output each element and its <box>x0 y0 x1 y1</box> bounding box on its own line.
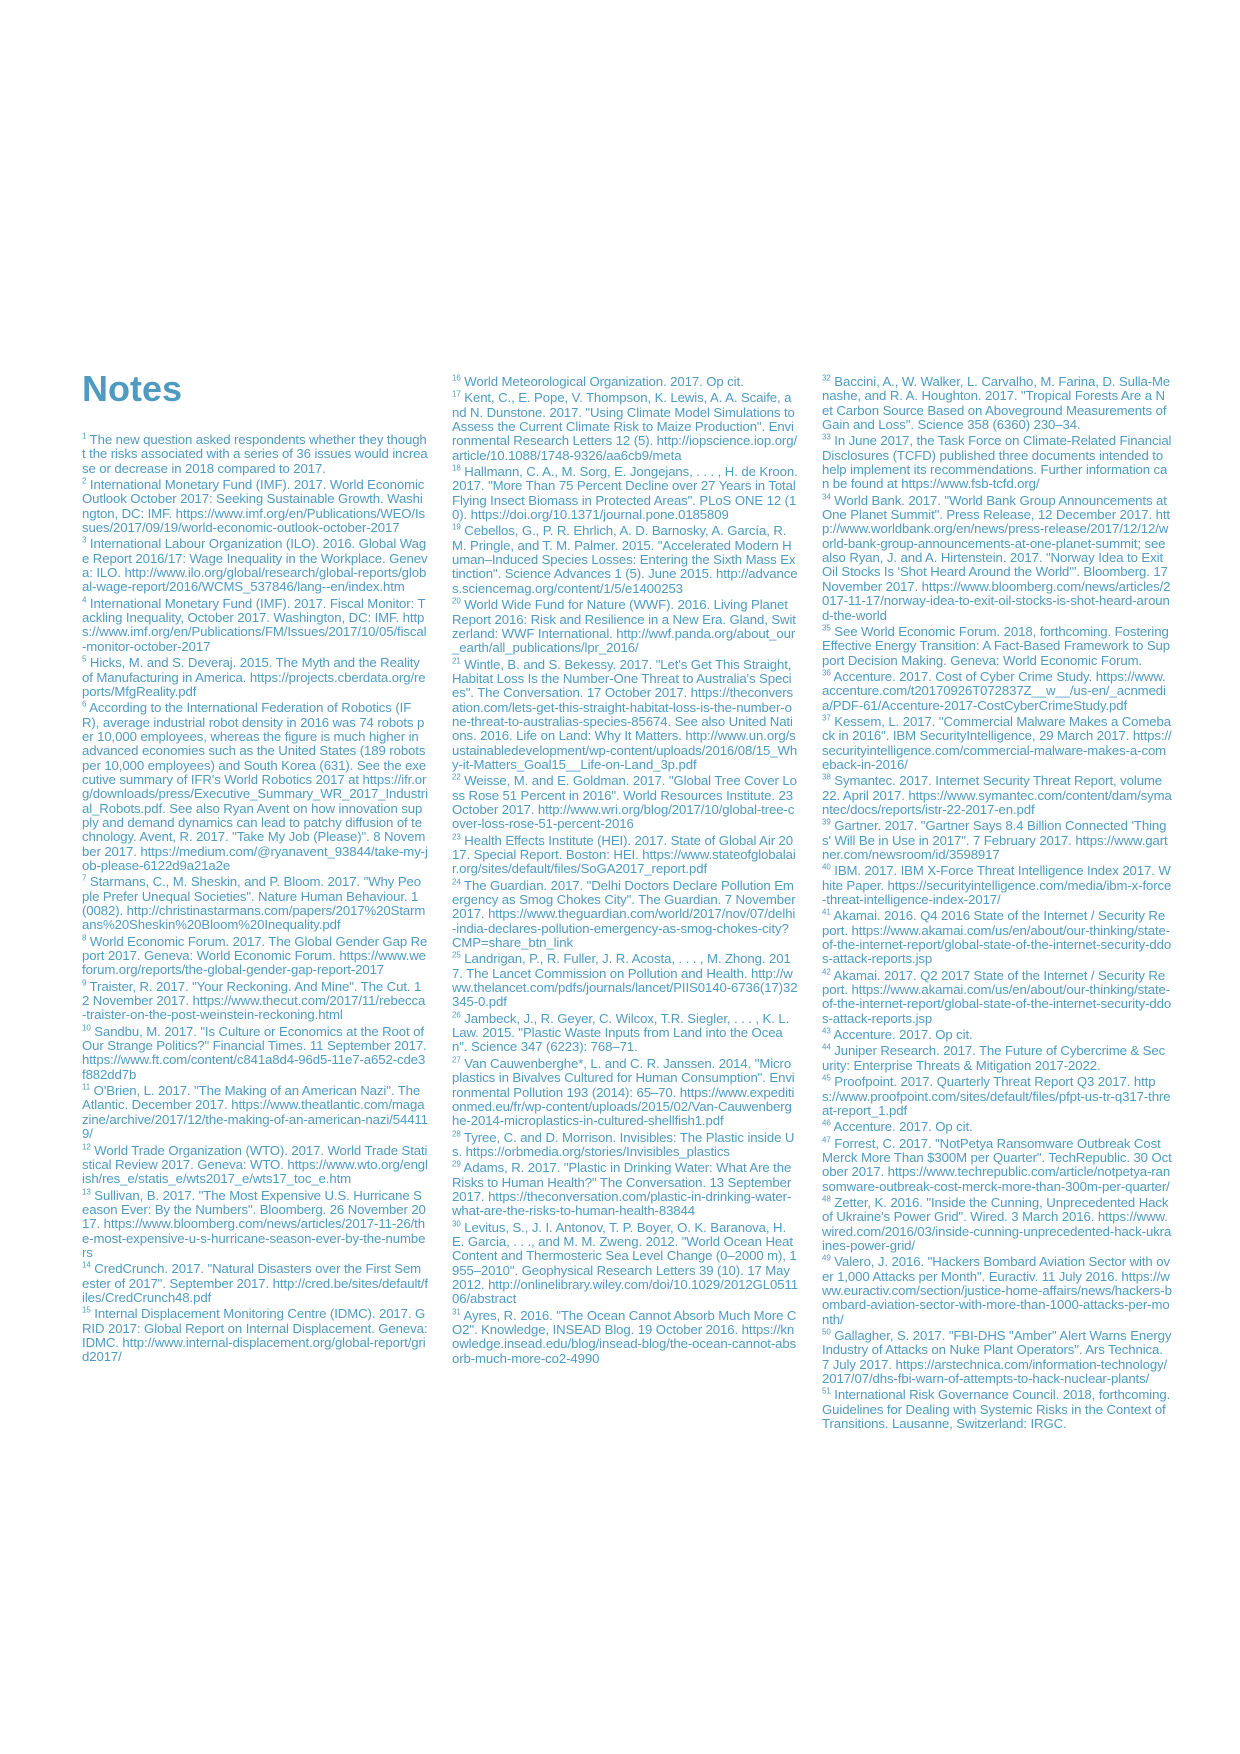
footnote-8 <box>82 935 428 978</box>
footnote-27 <box>452 1057 798 1129</box>
footnote-text: Health Effects Institute (HEI). 2017. State of Global Air 2017. Special Report. Boston: HEI. https://www.stateofglobalair.org/sites/default/files/SoGA2017_report.pdf <box>452 832 796 877</box>
footnote-text: Symantec. 2017. Internet Security Threat Report, volume 22. April 2017. https://www.symantec.com/content/dam/symantec/docs/reports/istr-22-2017-en.pdf <box>822 773 1172 817</box>
footnote-42 <box>822 969 1172 1026</box>
footnote-text: World Economic Forum. 2017. The Global Gender Gap Report 2017. Geneva: World Economic Forum. https://www.weforum.org/reports/the-global-gender-gap-report-2017 <box>82 933 428 978</box>
footnote-45 <box>822 1075 1172 1118</box>
footnote-46 <box>822 1120 1172 1134</box>
footnote-text: Akamai. 2017. Q2 2017 State of the Internet / Security Report. https://www.akamai.com/us/en/about/our-thinking/state-of-the-internet-report/global-state-of-the-internet-security-ddos-attack-reports.jsp <box>822 967 1172 1026</box>
footnote-text: The new question asked respondents whether they thought the risks associated with a series of 36 issues would increase or decrease in 2018 compared to 2017. <box>82 432 428 476</box>
footnote-4 <box>82 597 428 654</box>
footnote-text: Zetter, K. 2016. "Inside the Cunning, Unprecedented Hack of Ukraine's Power Grid". Wired. 3 March 2016. https://www.wired.com/2016/03/inside-cunning-unprecedented-hack-ukraines-power-grid/ <box>822 1194 1172 1253</box>
footnote-text: Jambeck, J., R. Geyer, C. Wilcox, T.R. Siegler, . . . , K. L. Law. 2015. "Plastic Waste Inputs from Land into the Ocean". Science 347 (6223): 768–71. <box>452 1010 790 1055</box>
footnote-text: Accenture. 2017. Op cit. <box>830 1027 973 1043</box>
footnote-number: 43 <box>822 1026 831 1036</box>
footnote-40 <box>822 864 1172 907</box>
footnote-32 <box>822 375 1172 432</box>
footnote-text: International Monetary Fund (IMF). 2017. Fiscal Monitor: Tackling Inequality, October 2017. Washington, DC: IMF. https://www.imf.org/en/Publications/FM/Issues/2017/10/05/fiscal-monitor-october-2017 <box>82 595 427 654</box>
footnote-number: 45 <box>822 1073 831 1083</box>
footnote-50 <box>822 1329 1172 1386</box>
footnote-number: 26 <box>452 1010 461 1020</box>
footnote-number: 51 <box>822 1386 831 1396</box>
footnote-39 <box>822 819 1172 862</box>
footnote-35 <box>822 625 1172 668</box>
footnote-text: Gartner. 2017. "Gartner Says 8.4 Billion Connected 'Things' Will Be in Use in 2017". 7 February 2017. https://www.gartner.com/newsroom/id/3598917 <box>822 818 1168 862</box>
footnote-number: 31 <box>452 1307 461 1317</box>
footnote-number: 33 <box>822 432 831 442</box>
footnote-number: 10 <box>82 1023 91 1033</box>
footnote-6 <box>82 701 428 873</box>
footnote-7 <box>82 875 428 932</box>
footnote-text: Sullivan, B. 2017. "The Most Expensive U.S. Hurricane Season Ever: By the Numbers". Bloomberg. 26 November 2017. https://www.bloomberg.com/news/articles/2017-11-26/the-most-expensive-u-s-hurricane-season-ever-by-the-numbers <box>82 1187 426 1260</box>
footnote-number: 7 <box>82 873 87 883</box>
footnote-text: CredCrunch. 2017. "Natural Disasters over the First Semester of 2017". September 2017. http://cred.be/sites/default/files/CredCrunch48.pdf <box>82 1261 428 1305</box>
footnote-34 <box>822 494 1172 623</box>
footnote-30 <box>452 1221 798 1307</box>
footnote-number: 40 <box>822 862 831 872</box>
footnote-text: International Monetary Fund (IMF). 2017. World Economic Outlook October 2017: Seeking Sustainable Growth. Washington, DC: IMF. https://www.imf.org/en/Publications/WEO/Issues/2017/09/19/world-economic-outlook-october-2017 <box>82 477 426 536</box>
footnote-19 <box>452 524 798 596</box>
footnote-text: World Wide Fund for Nature (WWF). 2016. Living Planet Report 2016: Risk and Resilience in a New Era. Gland, Switzerland: WWF International. http://wwf.panda.org/about_our_earth/all_publications/lpr_2016/ <box>452 597 796 656</box>
notes-column-3 <box>822 375 1172 1433</box>
footnote-number: 17 <box>452 389 461 399</box>
footnote-text: World Trade Organization (WTO). 2017. World Trade Statistical Review 2017. Geneva: WTO. https://www.wto.org/english/res_e/statis_e/wts2017_e/wts17_toc_e.htm <box>82 1142 428 1187</box>
footnote-text: Weisse, M. and E. Goldman. 2017. "Global Tree Cover Loss Rose 51 Percent in 2016". World Resources Institute. 23 October 2017. http://www.wri.org/blog/2017/10/global-tree-cover-loss-rose-51-percent-2016 <box>452 773 797 832</box>
footnote-number: 27 <box>452 1055 461 1065</box>
footnote-15 <box>82 1307 428 1364</box>
footnote-text: Hallmann, C. A., M. Sorg, E. Jongejans, . . . , H. de Kroon. 2017. "More Than 75 Percent Decline over 27 Years in Total Flying Insect Biomass in Protected Areas". PLoS ONE 12 (10). https://doi.org/10.1371/journal.pone.0185809 <box>452 464 798 523</box>
footnote-text: Hicks, M. and S. Deveraj. 2015. The Myth and the Reality of Manufacturing in America. https://projects.cberdata.org/reports/MfgReality.pdf <box>82 655 426 699</box>
footnote-number: 21 <box>452 656 461 666</box>
footnote-text: Ayres, R. 2016. "The Ocean Cannot Absorb Much More CO2". Knowledge, INSEAD Blog. 19 October 2016. https://knowledge.insead.edu/blog/insead-blog/the-ocean-cannot-absorb-much-more-co2-4990 <box>452 1307 797 1366</box>
footnote-text: Kessem, L. 2017. "Commercial Malware Makes a Comeback in 2016". IBM SecurityIntelligence, 29 March 2017. https://securityintelligence.com/commercial-malware-makes-a-comeback-in-2016/ <box>822 713 1172 772</box>
footnote-number: 48 <box>822 1194 831 1204</box>
footnote-number: 4 <box>82 595 87 605</box>
footnote-number: 41 <box>822 907 831 917</box>
footnote-text: In June 2017, the Task Force on Climate-Related Financial Disclosures (TCFD) published three documents intended to help implement its recommendations. Further information can be found at https://www.fsb-tcfd.org/ <box>822 433 1172 492</box>
footnote-text: Forrest, C. 2017. "NotPetya Ransomware Outbreak Cost Merck More Than $300M per Quarter". TechRepublic. 30 October 2017. https://www.techrepublic.com/article/notpetya-ransomware-outbreak-cost-merck-more-than-300m-per-quarter/ <box>822 1135 1172 1194</box>
footnote-text: Adams, R. 2017. "Plastic in Drinking Water: What Are the Risks to Human Health?" The Conversation. 13 September 2017. https://theconversation.com/plastic-in-drinking-water-what-are-the-risks-to-human-health-83844 <box>452 1160 792 1219</box>
footnote-51 <box>822 1388 1172 1431</box>
footnote-20 <box>452 598 798 655</box>
footnote-text: Starmans, C., M. Sheskin, and P. Bloom. 2017. "Why People Prefer Unequal Societies". Nature Human Behaviour. 1 (0082). http://christinastarmans.com/papers/2017%20Starmans%20Sheskin%20Bloom%20Inequality.pdf <box>82 874 426 933</box>
footnote-number: 36 <box>822 668 831 678</box>
footnote-number: 8 <box>82 933 87 943</box>
footnote-number: 35 <box>822 623 831 633</box>
footnote-number: 11 <box>82 1082 91 1092</box>
footnote-12 <box>82 1144 428 1187</box>
footnote-18 <box>452 465 798 522</box>
footnote-number: 37 <box>822 713 831 723</box>
footnote-text: Juniper Research. 2017. The Future of Cybercrime & Security: Enterprise Threats & Mitigation 2017-2022. <box>822 1043 1166 1073</box>
notes-column-1 <box>82 433 428 1367</box>
footnote-text: World Meteorological Organization. 2017. Op cit. <box>460 374 744 389</box>
footnote-number: 16 <box>452 373 461 383</box>
footnote-41 <box>822 909 1172 966</box>
footnote-text: Accenture. 2017. Cost of Cyber Crime Study. https://www.accenture.com/t20170926T072837Z__w__/us-en/_acnmedia/PDF-61/Accenture-2017-CostCyberCrimeStudy.pdf <box>822 668 1166 713</box>
footnote-11 <box>82 1084 428 1141</box>
footnote-text: O'Brien, L. 2017. "The Making of an American Nazi". The Atlantic. December 2017. https://www.theatlantic.com/magazine/archive/2017/12/the-making-of-an-american-nazi/544119/ <box>82 1083 428 1142</box>
footnote-number: 42 <box>822 967 831 977</box>
footnote-text: Cebellos, G., P. R. Ehrlich, A. D. Barnosky, A. García, R. M. Pringle, and T. M. Palmer. 2015. "Accelerated Modern Human–Induced Species Losses: Entering the Sixth Mass Extinction". Science Advances 1 (5). June 2015. http://advances.sciencemag.org/content/1/5/e1400253 <box>452 523 798 596</box>
footnote-22 <box>452 774 798 831</box>
footnote-16 <box>452 375 798 389</box>
footnote-5 <box>82 656 428 699</box>
footnote-number: 50 <box>822 1327 831 1337</box>
footnote-number: 24 <box>452 877 461 887</box>
footnote-text: Levitus, S., J. I. Antonov, T. P. Boyer, O. K. Baranova, H. E. Garcia, . . ., and M. M. Zweng. 2012. "World Ocean Heat Content and Thermosteric Sea Level Change (0–2000 m), 1955–2010". Geophysical Research Letters 39 (10). 17 May 2012. http://onlinelibrary.wiley.com/doi/10.1029/2012GL051106/abstract <box>452 1219 798 1307</box>
footnote-number: 6 <box>82 699 87 709</box>
footnote-text: Wintle, B. and S. Bekessy. 2017. "Let's Get This Straight, Habitat Loss Is the Number-One Threat to Australia's Species". The Conversation. 17 October 2017. https://theconversation.com/lets-get-this-straight-habitat-loss-is-the-number-one-threat-to-australias-species-85674. See also United Nations. 2016. Life on Land: Why It Matters. http://www.un.org/sustainabledevelopment/wp-content/uploads/2016/08/15_Why-it-Matters_Goal15__Life-on-Land_3p.pdf <box>452 656 798 772</box>
footnote-text: International Labour Organization (ILO). 2016. Global Wage Report 2016/17: Wage Inequality in the Workplace. Geneva: ILO. http://www.ilo.org/global/research/global-reports/global-wage-report/2016/WCMS_537846/lang--en/index.htm <box>82 536 428 595</box>
footnote-38 <box>822 774 1172 817</box>
footnote-number: 47 <box>822 1135 831 1145</box>
footnote-number: 15 <box>82 1305 91 1315</box>
footnote-text: Traister, R. 2017. "Your Reckoning. And Mine". The Cut. 12 November 2017. https://www.thecut.com/2017/11/rebecca-traister-on-the-post-weinstein-reckoning.html <box>82 978 426 1023</box>
footnote-number: 32 <box>822 373 831 383</box>
footnote-36 <box>822 670 1172 713</box>
footnote-number: 44 <box>822 1043 831 1053</box>
footnote-number: 14 <box>82 1260 91 1270</box>
footnote-text: Kent, C., E. Pope, V. Thompson, K. Lewis, A. A. Scaife, and N. Dunstone. 2017. "Using Climate Model Simulations to Assess the Current Climate Risk to Maize Production". Environmental Research Letters 12 (5). http://iopscience.iop.org/article/10.1088/1748-9326/aa6cb9/meta <box>452 390 798 463</box>
footnote-text: Accenture. 2017. Op cit. <box>830 1119 973 1135</box>
footnote-10 <box>82 1025 428 1082</box>
footnote-number: 49 <box>822 1253 831 1263</box>
footnote-14 <box>82 1262 428 1305</box>
page-title: Notes <box>82 368 183 409</box>
footnote-number: 38 <box>822 772 831 782</box>
footnote-text: Akamai. 2016. Q4 2016 State of the Internet / Security Report. https://www.akamai.com/us/en/about/our-thinking/state-of-the-internet-report/global-state-of-the-internet-security-ddos-attack-reports.jsp <box>822 908 1172 967</box>
footnote-17 <box>452 391 798 463</box>
footnote-number: 39 <box>822 817 831 827</box>
footnote-number: 28 <box>452 1129 461 1139</box>
footnote-number: 13 <box>82 1187 91 1197</box>
footnote-text: Van Cauwenberghe*, L. and C. R. Janssen. 2014. "Microplastics in Bivalves Cultured for Human Consumption". Environmental Pollution 193 (2014): 65–70. https://www.expeditionmed.eu/fr/wp-content/uploads/2015/02/Van-Cauwenberghe-2014-microplastics-in-cultured-shellfish1.pdf <box>452 1055 795 1129</box>
footnote-text: Gallagher, S. 2017. "FBI-DHS "Amber" Alert Warns Energy Industry of Attacks on Nuke Plant Operators". Ars Technica. 7 July 2017. https://arstechnica.com/information-technology/2017/07/dhs-fbi-warn-of-attempts-to-hack-nuclear-plants/ <box>822 1328 1172 1387</box>
footnote-1 <box>82 433 428 476</box>
footnote-number: 1 <box>82 431 87 441</box>
footnote-21 <box>452 658 798 773</box>
footnote-number: 19 <box>452 523 461 533</box>
footnote-29 <box>452 1161 798 1218</box>
footnote-number: 25 <box>452 951 461 961</box>
footnote-number: 9 <box>82 978 87 988</box>
footnote-text: Valero, J. 2016. "Hackers Bombard Aviation Sector with over 1,000 Attacks per Month". Euractiv. 11 July 2016. https://www.euractiv.com/section/justice-home-affairs/news/hackers-bombard-aviation-sector-with-more-than-1000-attacks-per-month/ <box>822 1254 1172 1327</box>
footnote-number: 12 <box>82 1142 91 1152</box>
footnote-text: Landrigan, P., R. Fuller, J. R. Acosta, . . . , M. Zhong. 2017. The Lancet Commission on Pollution and Health. http://www.thelancet.com/pdfs/journals/lancet/PIIS0140-6736(17)32345-0.pdf <box>452 951 798 1010</box>
footnote-number: 3 <box>82 536 87 546</box>
footnote-13 <box>82 1189 428 1261</box>
footnote-text: See World Economic Forum. 2018, forthcoming. Fostering Effective Energy Transition: A Fact-Based Framework to Support Decision Making. Geneva: World Economic Forum. <box>822 623 1170 668</box>
footnote-text: International Risk Governance Council. 2018, forthcoming. Guidelines for Dealing with Systemic Risks in the Context of Transitions. Lausanne, Switzerland: IRGC. <box>822 1387 1171 1432</box>
footnote-26 <box>452 1012 798 1055</box>
footnote-28 <box>452 1131 798 1160</box>
footnote-24 <box>452 879 798 951</box>
footnote-number: 29 <box>452 1159 461 1169</box>
footnote-37 <box>822 715 1172 772</box>
footnote-number: 20 <box>452 596 461 606</box>
footnote-number: 34 <box>822 492 831 502</box>
footnote-text: According to the International Federation of Robotics (IFR), average industrial robot density in 2016 was 74 robots per 10,000 employees, whereas the figure is much higher in advanced economies such as the United States (189 robots per 10,000 employees) and South Korea (631). See the executive summary of IFR's World Robotics 2017 at https://ifr.org/downloads/press/Executive_Summary_WR_2017_Industrial_Robots.pdf. See also Ryan Avent on how innovation supply and demand dynamics can lead to patchy diffusion of technology. Avent, R. 2017. "Take My Job (Please)". 8 November 2017. https://medium.com/@ryanavent_93844/take-my-job-please-6122d9a21a2e <box>82 700 428 873</box>
footnote-33 <box>822 434 1172 491</box>
footnote-text: IBM. 2017. IBM X-Force Threat Intelligence Index 2017. White Paper. https://securityintelligence.com/media/ibm-x-force-threat-intelligence-index-2017/ <box>822 863 1172 908</box>
footnote-text: The Guardian. 2017. "Delhi Doctors Declare Pollution Emergency as Smog Chokes City". The Guardian. 7 November 2017. https://www.theguardian.com/world/2017/nov/07/delhi-india-declares-pollution-emergency-as-smog-chokes-city?CMP=share_btn_link <box>452 877 796 951</box>
footnote-3 <box>82 537 428 594</box>
footnote-25 <box>452 952 798 1009</box>
footnote-31 <box>452 1309 798 1366</box>
footnote-number: 23 <box>452 832 461 842</box>
footnote-text: Baccini, A., W. Walker, L. Carvalho, M. Farina, D. Sulla-Menashe, and R. A. Houghton. 2017. "Tropical Forests Are a Net Carbon Source Based on Aboveground Measurements of Gain and Loss". Science 358 (6360) 230–34. <box>822 374 1171 433</box>
footnote-number: 2 <box>82 476 87 486</box>
footnote-number: 30 <box>452 1219 461 1229</box>
footnote-number: 46 <box>822 1118 831 1128</box>
footnote-44 <box>822 1044 1172 1073</box>
notes-column-2 <box>452 375 798 1368</box>
footnote-text: Tyree, C. and D. Morrison. Invisibles: The Plastic inside Us. https://orbmedia.org/stories/Invisibles_plastics <box>452 1129 795 1159</box>
footnote-49 <box>822 1255 1172 1327</box>
footnote-text: Internal Displacement Monitoring Centre (IDMC). 2017. GRID 2017: Global Report on Internal Displacement. Geneva: IDMC. http://www.internal-displacement.org/global-report/grid2017/ <box>82 1306 428 1365</box>
footnote-48 <box>822 1196 1172 1253</box>
footnote-text: Sandbu, M. 2017. "Is Culture or Economics at the Root of Our Strange Politics?" Financial Times. 11 September 2017. https://www.ft.com/content/c841a8d4-96d5-11e7-a652-cde3f882dd7b <box>82 1023 427 1082</box>
footnote-43 <box>822 1028 1172 1042</box>
footnote-23 <box>452 834 798 877</box>
footnote-9 <box>82 980 428 1023</box>
footnote-2 <box>82 478 428 535</box>
footnote-number: 18 <box>452 463 461 473</box>
footnote-text: World Bank. 2017. "World Bank Group Announcements at One Planet Summit". Press Release, 12 December 2017. http://www.worldbank.org/en/news/press-release/2017/12/12/world-bank-group-announcements-at-one-planet-summit; see also Ryan, J. and A. Hirtenstein. 2017. "Norway Idea to Exit Oil Stocks Is 'Shot Heard Around the World'". Bloomberg. 17 November 2017. https://www.bloomberg.com/news/articles/2017-11-17/norway-idea-to-exit-oil-stocks-is-shot-heard-around-the-world <box>822 492 1171 623</box>
footnote-number: 22 <box>452 772 461 782</box>
footnote-47 <box>822 1137 1172 1194</box>
footnote-text: Proofpoint. 2017. Quarterly Threat Report Q3 2017. https://www.proofpoint.com/sites/default/files/pfpt-us-tr-q317-threat-report_1.pdf <box>822 1074 1171 1118</box>
footnote-number: 5 <box>82 654 87 664</box>
